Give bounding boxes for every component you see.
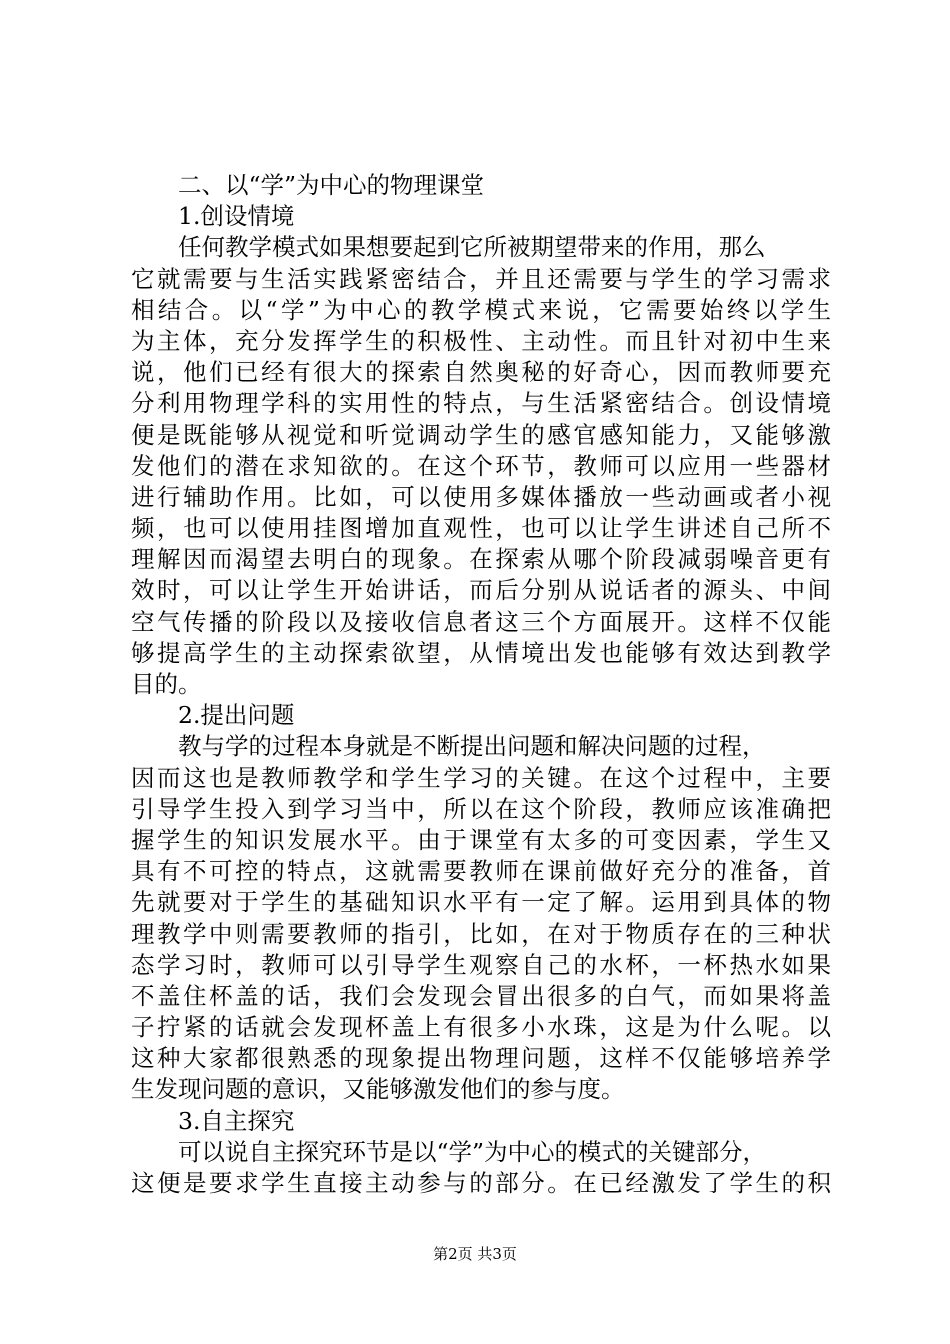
section-heading: 二、以“学”为中心的物理课堂 — [178, 171, 485, 199]
paragraph-line: 分利用物理学科的实用性的特点，与生活紧密结合。创设情境 — [131, 389, 831, 418]
paragraph-line: 便是既能够从视觉和听觉调动学生的感官感知能力，又能够激 — [131, 420, 831, 449]
paragraph-line: 发他们的潜在求知欲的。在这个环节，教师可以应用一些器材 — [131, 451, 831, 480]
paragraph-line: 不盖住杯盖的话，我们会发现会冒出很多的白气，而如果将盖 — [131, 981, 831, 1010]
paragraph-line: 任何教学模式如果想要起到它所被期望带来的作用，那么 — [178, 233, 766, 262]
paragraph-line: 先就要对于学生的基础知识水平有一定了解。运用到具体的物 — [131, 888, 831, 917]
paragraph-line: 说，他们已经有很大的探索自然奥秘的好奇心，因而教师要充 — [131, 358, 831, 387]
paragraph-line: 够提高学生的主动探索欲望，从情境出发也能够有效达到教学 — [131, 638, 831, 667]
paragraph-line: 为主体，充分发挥学生的积极性、主动性。而且针对初中生来 — [131, 326, 831, 355]
document-body — [131, 170, 831, 1199]
paragraph-line: 进行辅助作用。比如，可以使用多媒体播放一些动画或者小视 — [131, 482, 831, 511]
section-heading: 1.创设情境 — [178, 202, 295, 231]
paragraph-line: 空气传播的阶段以及接收信息者这三个方面展开。这样不仅能 — [131, 607, 831, 636]
paragraph-line: 它就需要与生活实践紧密结合，并且还需要与学生的学习需求 — [131, 264, 831, 293]
paragraph-line: 握学生的知识发展水平。由于课堂有太多的可变因素，学生又 — [131, 825, 831, 854]
paragraph-line: 可以说自主探究环节是以“学”为中心的模式的关键部分， — [178, 1137, 767, 1166]
paragraph-line: 态学习时，教师可以引导学生观察自己的水杯，一杯热水如果 — [131, 950, 831, 979]
paragraph-line: 因而这也是教师教学和学生学习的关键。在这个过程中，主要 — [131, 763, 831, 792]
paragraph-line: 效时，可以让学生开始讲话，而后分别从说话者的源头、中间 — [131, 576, 831, 605]
paragraph-line: 目的。 — [131, 670, 202, 698]
paragraph-line: 引导学生投入到学习当中，所以在这个阶段，教师应该准确把 — [131, 794, 831, 823]
paragraph-line: 这便是要求学生直接主动参与的部分。在已经激发了学生的积 — [131, 1169, 831, 1197]
paragraph-line: 理解因而渴望去明白的现象。在探索从哪个阶段减弱噪音更有 — [131, 545, 831, 574]
section-heading: 2.提出问题 — [178, 701, 295, 730]
paragraph-line: 教与学的过程本身就是不断提出问题和解决问题的过程， — [178, 732, 766, 761]
paragraph-line: 频，也可以使用挂图增加直观性，也可以让学生讲述自己所不 — [131, 514, 831, 543]
paragraph-line: 理教学中则需要教师的指引，比如，在对于物质存在的三种状 — [131, 919, 831, 948]
paragraph-line: 生发现问题的意识，又能够激发他们的参与度。 — [131, 1075, 625, 1104]
section-heading: 3.自主探究 — [178, 1106, 295, 1135]
paragraph-line: 相结合。以“学”为中心的教学模式来说，它需要始终以学生 — [131, 295, 831, 324]
paragraph-line: 子拧紧的话就会发现杯盖上有很多小水珠，这是为什么呢。以 — [131, 1013, 831, 1042]
page-footer: 第2页 共3页 — [433, 1245, 517, 1263]
paragraph-line: 这种大家都很熟悉的现象提出物理问题，这样不仅能够培养学 — [131, 1044, 831, 1073]
paragraph-line: 具有不可控的特点，这就需要教师在课前做好充分的准备，首 — [131, 857, 831, 886]
